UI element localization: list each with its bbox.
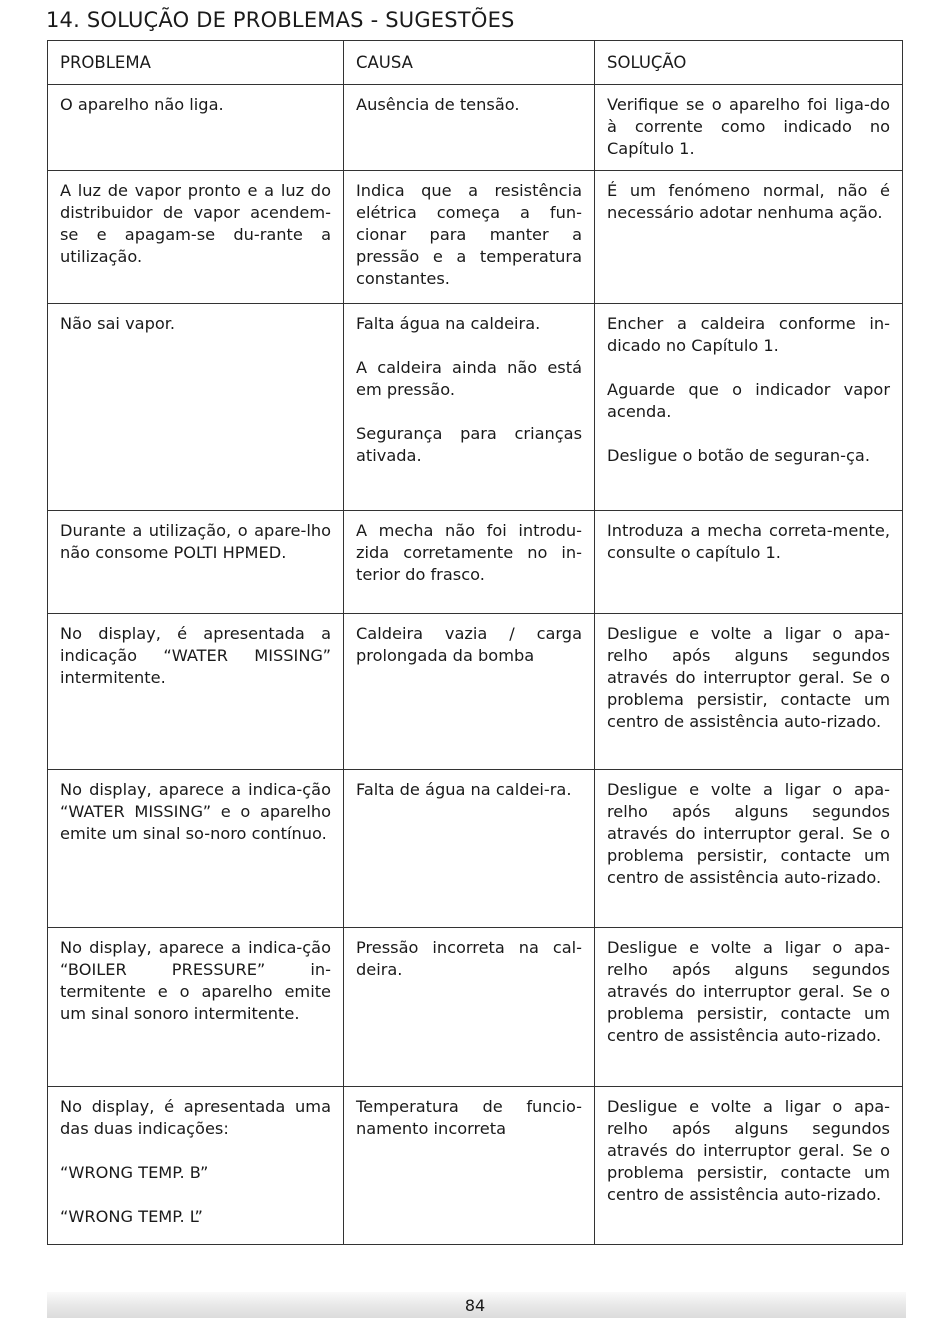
solution-cell: Desligue e volte a ligar o apa-relho após alguns segundos através do interruptor geral. Se o problema persistir, contacte um centro de assistência auto-rizado. xyxy=(595,928,903,1087)
problem-cell: Durante a utilização, o apare-lho não consome POLTI HPMED. xyxy=(48,511,344,614)
problem-text: “WRONG TEMP. L” xyxy=(60,1207,203,1226)
cause-cell: Temperatura de funcio-namento incorreta xyxy=(344,1087,595,1245)
solution-text: Aguarde que o indicador vapor acenda. xyxy=(607,380,890,421)
cause-text: Segurança para crianças ativada. xyxy=(356,424,582,465)
solution-cell xyxy=(595,304,903,511)
header-problem: PROBLEMA xyxy=(48,41,344,85)
table-header-row xyxy=(48,41,903,85)
problem-cell: A luz de vapor pronto e a luz do distribuidor de vapor acendem-se e apagam-se du-rante a utilização. xyxy=(48,171,344,304)
problem-cell: O aparelho não liga. xyxy=(48,85,344,171)
cause-cell: Indica que a resistência elétrica começa a fun-cionar para manter a pressão e a temperatura constantes. xyxy=(344,171,595,304)
problem-cell: No display, aparece a indica-ção “BOILER PRESSURE” in-termitente e o aparelho emite um sinal sonoro intermitente. xyxy=(48,928,344,1087)
problem-text: No display, é apresentada uma das duas indicações: xyxy=(60,1097,331,1138)
table-row xyxy=(48,928,903,1087)
header-solution: SOLUÇÃO xyxy=(595,41,903,85)
cause-cell: Ausência de tensão. xyxy=(344,85,595,171)
table-row xyxy=(48,304,903,511)
solution-cell: É um fenómeno normal, não é necessário adotar nenhuma ação. xyxy=(595,171,903,304)
problem-cell: No display, é apresentada a indicação “WATER MISSING” intermitente. xyxy=(48,614,344,770)
solution-cell: Desligue e volte a ligar o apa-relho após alguns segundos através do interruptor geral. Se o problema persistir, contacte um centro de assistência auto-rizado. xyxy=(595,770,903,928)
solution-cell: Introduza a mecha correta-mente, consulte o capítulo 1. xyxy=(595,511,903,614)
solution-cell: Verifique se o aparelho foi liga-do à corrente como indicado no Capítulo 1. xyxy=(595,85,903,171)
cause-cell: A mecha não foi introdu-zida corretamente no in-terior do frasco. xyxy=(344,511,595,614)
solution-text: Encher a caldeira conforme in-dicado no Capítulo 1. xyxy=(607,314,890,355)
solution-cell: Desligue e volte a ligar o apa-relho após alguns segundos através do interruptor geral. Se o problema persistir, contacte um centro de assistência auto-rizado. xyxy=(595,614,903,770)
table-row xyxy=(48,171,903,304)
problem-cell: No display, aparece a indica-ção “WATER MISSING” e o aparelho emite um sinal so-noro contínuo. xyxy=(48,770,344,928)
table-row xyxy=(48,614,903,770)
table-row xyxy=(48,511,903,614)
problem-cell xyxy=(48,1087,344,1245)
problem-text: “WRONG TEMP. B” xyxy=(60,1163,209,1182)
cause-text: Falta água na caldeira. xyxy=(356,314,541,333)
page-title: 14. SOLUÇÃO DE PROBLEMAS - SUGESTÕES xyxy=(46,8,515,32)
cause-cell: Pressão incorreta na cal-deira. xyxy=(344,928,595,1087)
table-row xyxy=(48,1087,903,1245)
troubleshooting-table xyxy=(47,40,903,1245)
cause-cell: Falta de água na caldei-ra. xyxy=(344,770,595,928)
cause-cell: Caldeira vazia / carga prolongada da bomba xyxy=(344,614,595,770)
cause-cell xyxy=(344,304,595,511)
solution-cell: Desligue e volte a ligar o apa-relho após alguns segundos através do interruptor geral. Se o problema persistir, contacte um centro de assistência auto-rizado. xyxy=(595,1087,903,1245)
cause-text: A caldeira ainda não está em pressão. xyxy=(356,358,582,399)
page-number: 84 xyxy=(464,1296,486,1315)
problem-cell: Não sai vapor. xyxy=(48,304,344,511)
table-row xyxy=(48,770,903,928)
table-row xyxy=(48,85,903,171)
solution-text: Desligue o botão de seguran-ça. xyxy=(607,446,870,465)
header-cause: CAUSA xyxy=(344,41,595,85)
